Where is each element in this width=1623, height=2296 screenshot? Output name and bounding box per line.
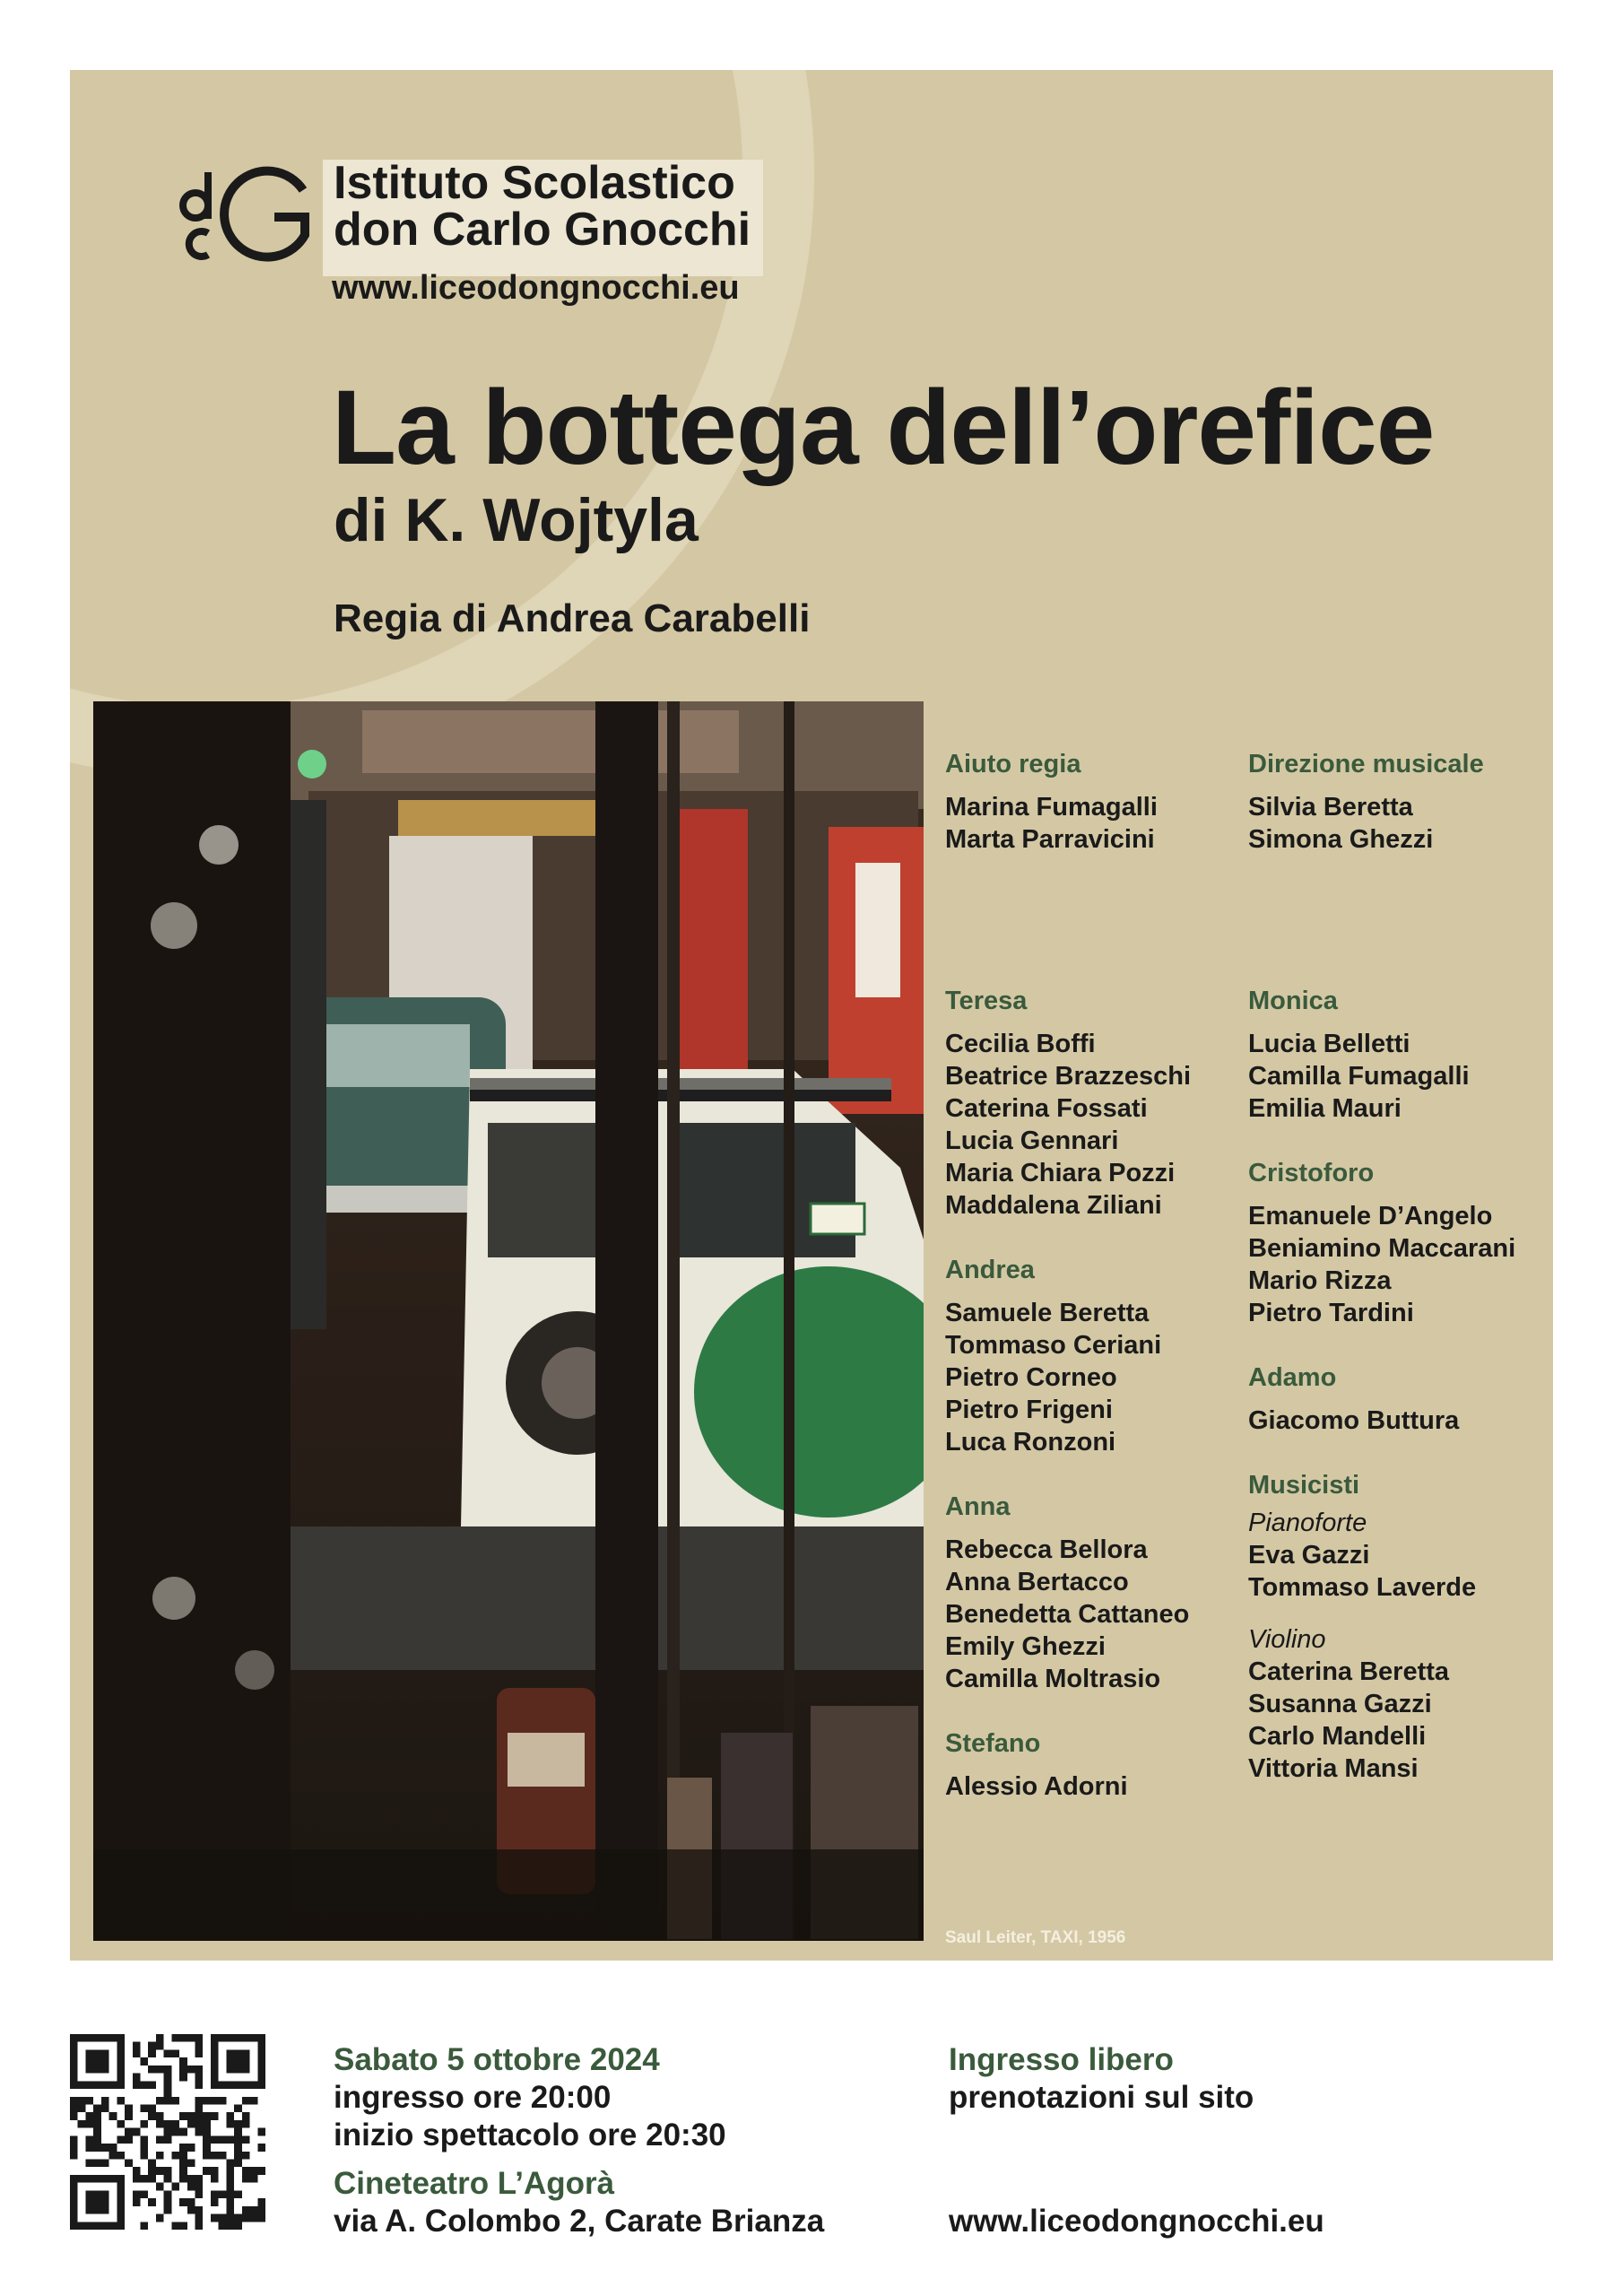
photo-credit: Saul Leiter, TAXI, 1956 <box>945 1928 1126 1947</box>
cast-name: Beatrice Brazzeschi <box>945 1062 1192 1091</box>
instrument-label: Violino <box>1248 1625 1326 1654</box>
institute-name-line2: don Carlo Gnocchi <box>334 204 751 256</box>
role-label: Stefano <box>945 1729 1041 1758</box>
cast-name: Pietro Frigeni <box>945 1396 1113 1424</box>
cast-name: Silvia Beretta <box>1248 793 1413 822</box>
cast-column-left <box>945 748 1250 1803</box>
cast-name: Luca Ronzoni <box>945 1428 1116 1457</box>
cast-name: Susanna Gazzi <box>1248 1690 1432 1718</box>
institute-website[interactable]: www.liceodongnocchi.eu <box>332 269 740 307</box>
cast-name: Emily Ghezzi <box>945 1632 1106 1661</box>
cast-name: Camilla Moltrasio <box>945 1665 1161 1693</box>
instrument-label: Pianoforte <box>1248 1509 1367 1537</box>
credit-group-anna <box>945 1491 1250 1727</box>
credit-group-andrea <box>945 1254 1250 1491</box>
play-director: Regia di Andrea Carabelli <box>334 596 811 640</box>
cast-name: Carlo Mandelli <box>1248 1722 1427 1751</box>
admission-note: Ingresso libero <box>949 2042 1174 2077</box>
credit-group-teresa <box>945 985 1250 1254</box>
cast-name: Tommaso Ceriani <box>945 1331 1162 1360</box>
cast-name: Maddalena Ziliani <box>945 1191 1162 1220</box>
cast-name: Anna Bertacco <box>945 1568 1129 1596</box>
role-label: Musicisti <box>1248 1471 1360 1500</box>
institute-name-line1: Istituto Scolastico <box>334 157 735 209</box>
cast-name: Caterina Fossati <box>945 1094 1148 1123</box>
role-label: Adamo <box>1248 1363 1337 1392</box>
show-time: inizio spettacolo ore 20:30 <box>334 2118 726 2152</box>
street-photo <box>93 701 924 1941</box>
cast-name: Benedetta Cattaneo <box>945 1600 1190 1629</box>
cast-name: Giacomo Buttura <box>1248 1406 1460 1435</box>
play-title: La bottega dell’orefice <box>332 369 1435 487</box>
cast-name: Simona Ghezzi <box>1248 825 1434 854</box>
cast-name: Emilia Mauri <box>1248 1094 1402 1123</box>
cast-name: Vittoria Mansi <box>1248 1754 1419 1783</box>
cast-name: Pietro Tardini <box>1248 1299 1414 1327</box>
cast-name: Rebecca Bellora <box>945 1535 1148 1564</box>
cast-name: Marina Fumagalli <box>945 793 1158 822</box>
role-label: Teresa <box>945 987 1028 1015</box>
credit-group-musicisti <box>1248 1469 1553 1785</box>
cast-name: Lucia Gennari <box>945 1126 1119 1155</box>
cast-name: Pietro Corneo <box>945 1363 1117 1392</box>
poster-panel <box>70 70 1553 1961</box>
venue-name: Cineteatro L’Agorà <box>334 2166 615 2201</box>
cast-name: Beniamino Maccarani <box>1248 1234 1516 1263</box>
booking-note: prenotazioni sul sito <box>949 2080 1254 2115</box>
role-label: Anna <box>945 1492 1011 1521</box>
cast-name: Samuele Beretta <box>945 1299 1150 1327</box>
cast-name: Maria Chiara Pozzi <box>945 1159 1176 1187</box>
cast-name: Mario Rizza <box>1248 1266 1392 1295</box>
role-label: Aiuto regia <box>945 750 1081 778</box>
credit-group-direzione-musicale <box>1248 748 1553 985</box>
cast-name: Emanuele D’Angelo <box>1248 1202 1493 1231</box>
role-label: Andrea <box>945 1256 1035 1284</box>
venue-address: via A. Colombo 2, Carate Brianza <box>334 2204 825 2239</box>
credit-group-cristoforo <box>1248 1157 1553 1361</box>
qr-code-icon[interactable] <box>70 2034 265 2230</box>
cast-name: Lucia Belletti <box>1248 1030 1410 1058</box>
role-label: Cristoforo <box>1248 1159 1375 1187</box>
cast-name: Caterina Beretta <box>1248 1657 1450 1686</box>
cast-name: Tommaso Laverde <box>1248 1573 1477 1602</box>
cast-name: Eva Gazzi <box>1248 1541 1370 1570</box>
cast-name: Camilla Fumagalli <box>1248 1062 1470 1091</box>
institute-name-block <box>323 157 763 276</box>
cast-name: Cecilia Boffi <box>945 1030 1096 1058</box>
role-label: Direzione musicale <box>1248 750 1484 778</box>
credit-group-aiuto-regia <box>945 748 1250 985</box>
cast-column-right <box>1248 748 1553 1785</box>
credit-group-stefano <box>945 1727 1250 1803</box>
cast-name: Marta Parravicini <box>945 825 1155 854</box>
play-author: di K. Wojtyla <box>334 486 699 554</box>
role-label: Monica <box>1248 987 1338 1015</box>
credit-group-adamo <box>1248 1361 1553 1469</box>
cast-name: Alessio Adorni <box>945 1772 1128 1801</box>
entry-time: ingresso ore 20:00 <box>334 2080 612 2115</box>
credit-group-monica <box>1248 985 1553 1157</box>
footer-website[interactable]: www.liceodongnocchi.eu <box>949 2204 1324 2239</box>
event-date: Sabato 5 ottobre 2024 <box>334 2042 660 2077</box>
school-logo-icon <box>169 165 312 264</box>
